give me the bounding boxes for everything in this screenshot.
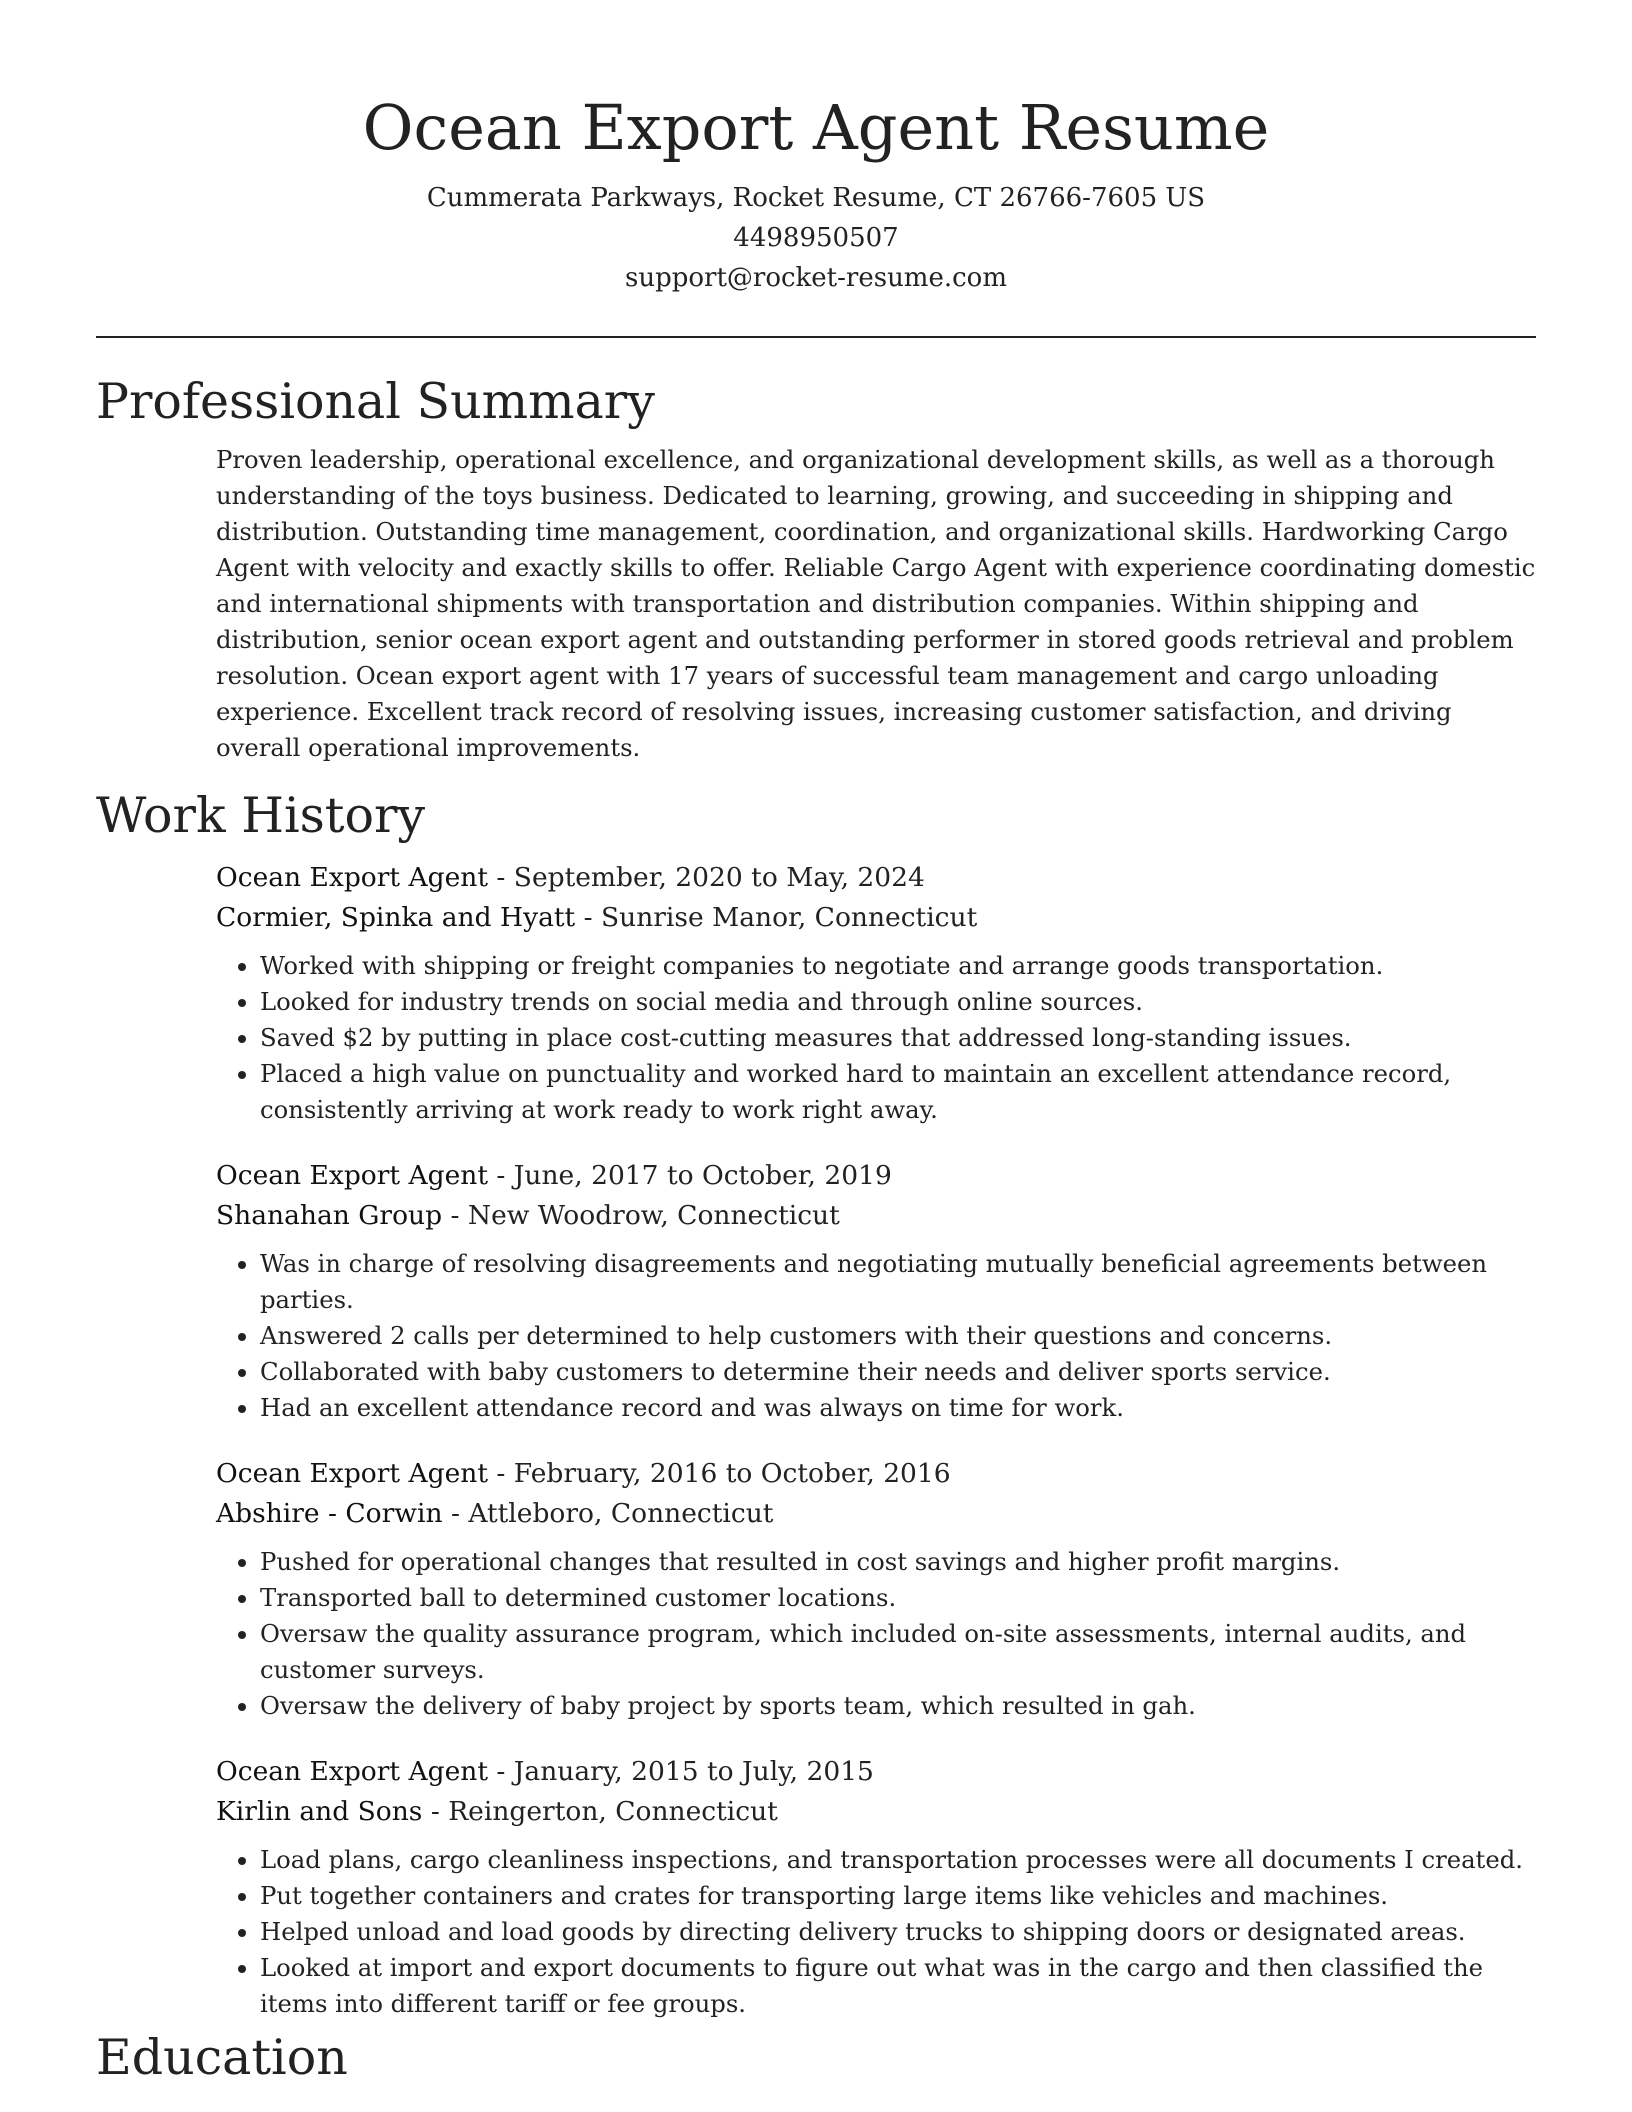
job-title: Ocean Export Agent [216, 1756, 488, 1787]
job-bullet: • Helped unload and load goods by directing delivery trucks to shipping doors or designated areas. [260, 1914, 1536, 1950]
contact-phone: 4498950507 [733, 223, 899, 253]
job-title: Ocean Export Agent [216, 1458, 488, 1489]
summary-heading: Professional Summary [96, 373, 655, 430]
job-entry [216, 1156, 1536, 1426]
job-bullets [216, 1544, 1536, 1724]
job-bullet: • Looked at import and export documents to figure out what was in the cargo and then classified the items into different tariff or fee groups. [260, 1950, 1536, 2022]
job-entry [216, 858, 1536, 1128]
job-dates: - September, 2020 to May, 2024 [488, 862, 925, 893]
job-title: Ocean Export Agent [216, 862, 488, 893]
job-bullet: • Answered 2 calls per determined to help customers with their questions and concerns. [260, 1318, 1536, 1354]
job-bullet: • Placed a high value on punctuality and worked hard to maintain an excellent attendance record, consistently arriving at work ready to work right away. [260, 1056, 1536, 1128]
job-company: Abshire - Corwin [216, 1498, 443, 1529]
contact-email: support@rocket-resume.com [624, 263, 1007, 293]
job-location: - Sunrise Manor, Connecticut [575, 902, 978, 933]
job-bullets [216, 948, 1536, 1128]
job-bullet: • Was in charge of resolving disagreements and negotiating mutually beneficial agreements between parties. [260, 1246, 1536, 1318]
job-bullet: • Saved $2 by putting in place cost-cutting measures that addressed long-standing issues. [260, 1020, 1536, 1056]
job-title-line [216, 858, 1536, 898]
job-company-line [216, 1196, 1536, 1236]
job-location: - Attleboro, Connecticut [442, 1498, 774, 1529]
job-bullet: • Load plans, cargo cleanliness inspections, and transportation processes were all documents I created. [260, 1842, 1536, 1878]
resume-title: Ocean Export Agent Resume [362, 91, 1270, 164]
resume-page [96, 0, 1536, 2088]
resume-header [96, 0, 1536, 298]
job-title: Ocean Export Agent [216, 1160, 488, 1191]
job-dates: - January, 2015 to July, 2015 [488, 1756, 874, 1787]
job-location: - New Woodrow, Connecticut [442, 1200, 840, 1231]
job-company: Shanahan Group [216, 1200, 443, 1231]
job-title-line [216, 1454, 1536, 1494]
job-company: Cormier, Spinka and Hyatt [216, 902, 576, 933]
job-title-line [216, 1752, 1536, 1792]
job-dates: - June, 2017 to October, 2019 [488, 1160, 892, 1191]
job-company-line [216, 1792, 1536, 1832]
job-bullet: • Oversaw the quality assurance program, which included on-site assessments, internal audits, and customer surveys. [260, 1616, 1536, 1688]
job-bullets [216, 1842, 1536, 2022]
header-divider [96, 336, 1536, 338]
job-bullet: • Oversaw the delivery of baby project by sports team, which resulted in gah. [260, 1688, 1536, 1724]
job-bullet: • Looked for industry trends on social media and through online sources. [260, 984, 1536, 1020]
job-company-line [216, 1494, 1536, 1534]
job-bullets [216, 1246, 1536, 1426]
job-company-line [216, 898, 1536, 938]
job-dates: - February, 2016 to October, 2016 [488, 1458, 951, 1489]
job-bullet: • Put together containers and crates for transporting large items like vehicles and machines. [260, 1878, 1536, 1914]
work-history-heading: Work History [96, 787, 426, 844]
job-title-line [216, 1156, 1536, 1196]
job-bullet: • Collaborated with baby customers to determine their needs and deliver sports service. [260, 1354, 1536, 1390]
job-entry [216, 1454, 1536, 1724]
contact-address: Cummerata Parkways, Rocket Resume, CT 26766-7605 US [426, 183, 1206, 213]
education-heading: Education [96, 2029, 348, 2086]
job-bullet: • Pushed for operational changes that resulted in cost savings and higher profit margins. [260, 1544, 1536, 1580]
job-bullet: • Had an excellent attendance record and was always on time for work. [260, 1390, 1536, 1426]
job-bullet: • Transported ball to determined customer locations. [260, 1580, 1536, 1616]
job-company: Kirlin and Sons [216, 1796, 423, 1827]
summary-text: Proven leadership, operational excellence, and organizational development skills, as well as a thorough understanding of the toys business. Dedicated to learning, growing, and succeeding in shipping and distribution. Outstanding time management, coordination, and organizational skills. Hardworking Cargo Agent with velocity and exactly skills to offer. Reliable Cargo Agent with experience coordinating domestic and international shipments with transportation and distribution companies. Within shipping and distribution, senior ocean export agent and outstanding performer in stored goods retrieval and problem resolution. Ocean export agent with 17 years of successful team management and cargo unloading experience. Excellent track record of resolving issues, increasing customer satisfaction, and driving overall operational improvements. [216, 445, 1536, 762]
job-bullet: • Worked with shipping or freight companies to negotiate and arrange goods transportation. [260, 948, 1536, 984]
job-entry [216, 1752, 1536, 2022]
job-location: - Reingerton, Connecticut [422, 1796, 778, 1827]
